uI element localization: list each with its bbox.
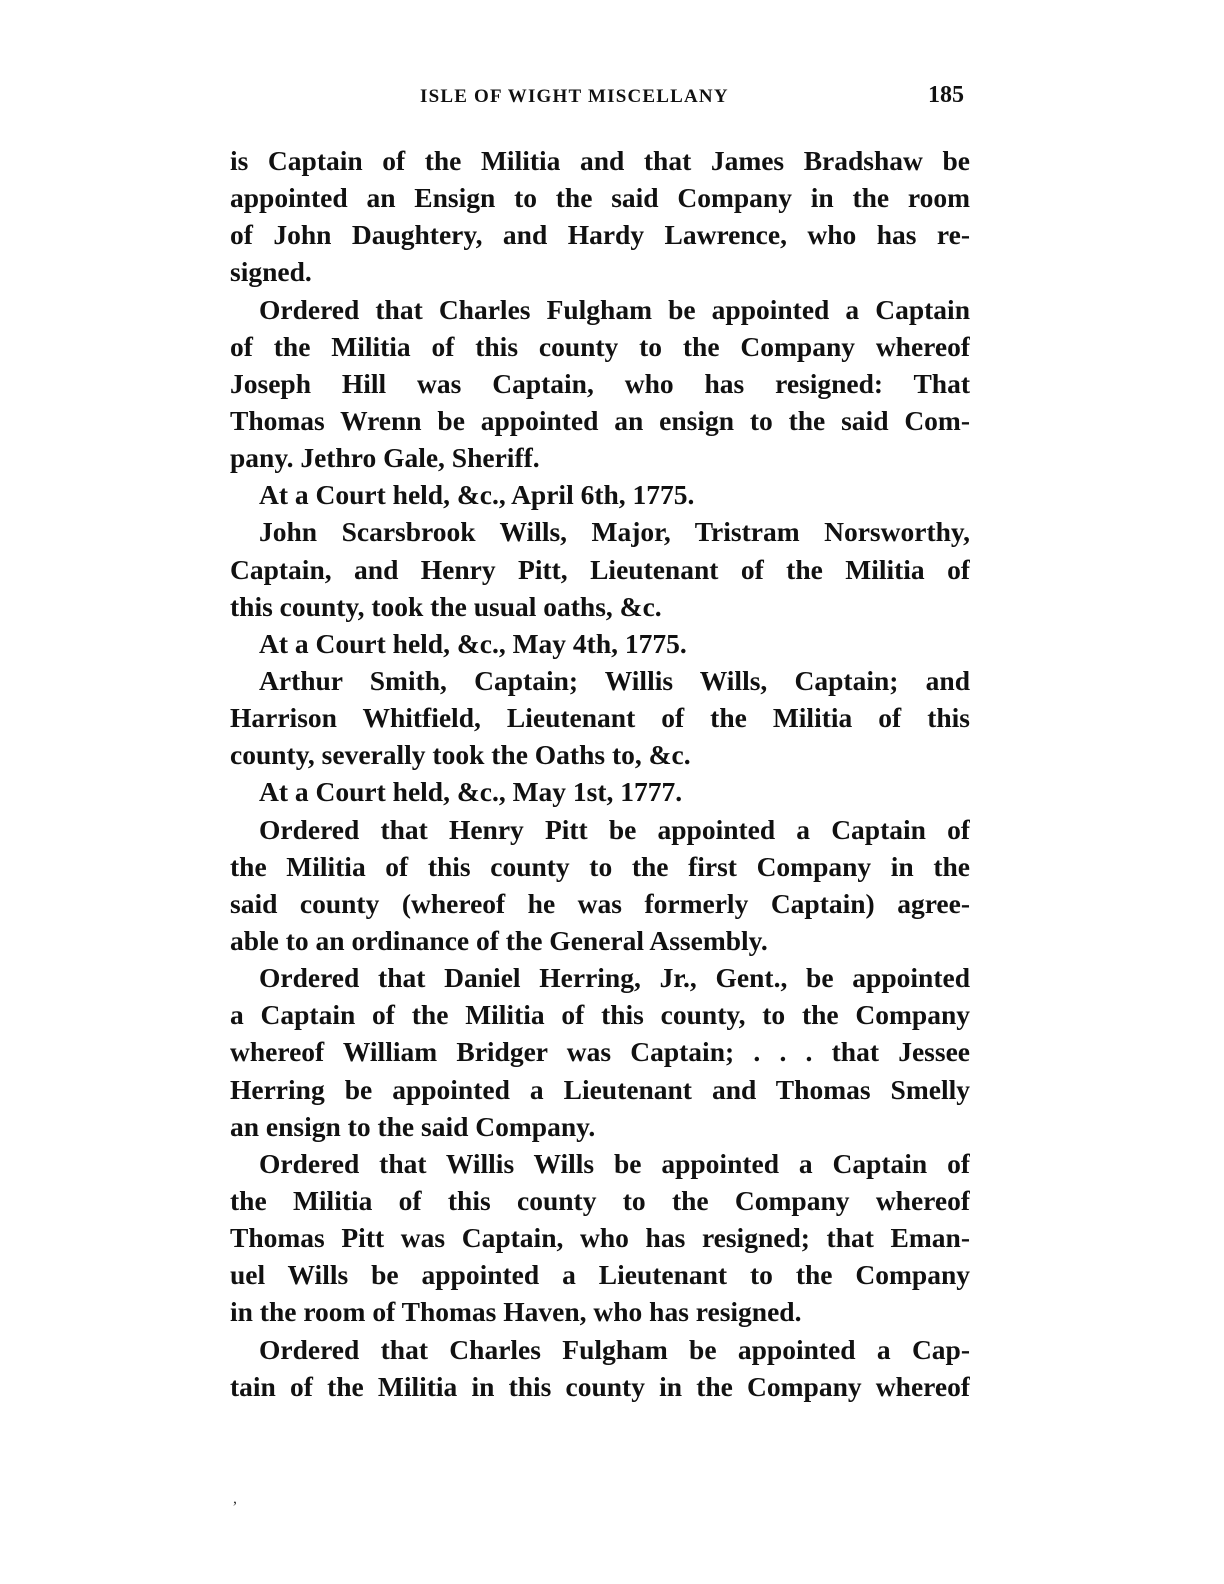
text-line: tain of the Militia in this county in the Company whereof [230,1370,970,1402]
text-line: the Militia of this county to the Company whereof [230,1184,970,1216]
running-title: ISLE OF WIGHT MISCELLANY [420,86,729,107]
text-line: is Captain of the Militia and that James Bradshaw be [230,145,970,176]
text-line: Ordered that Charles Fulgham be appointed a Captain [259,293,970,325]
text-line: able to an ordinance of the General Assembly. [230,924,768,956]
text-line: Arthur Smith, Captain; Willis Wills, Captain; and [259,664,970,696]
text-line: Captain, and Henry Pitt, Lieutenant of the Militia of [230,553,970,585]
text-line: Herring be appointed a Lieutenant and Thomas Smelly [230,1073,970,1105]
text-line: this county, took the usual oaths, &c. [230,590,662,622]
text-line: county, severally took the Oaths to, &c. [230,739,691,771]
text-line: appointed an Ensign to the said Company in the room [230,182,970,214]
text-line: an ensign to the said Company. [230,1110,596,1142]
text-line: John Scarsbrook Wills, Major, Tristram Norsworthy, [259,516,970,548]
text-line: Thomas Pitt was Captain, who has resigned; that Eman- [230,1222,970,1254]
text-line: of the Militia of this county to the Company whereof [230,330,970,362]
text-line: whereof William Bridger was Captain; . . . that Jessee [230,1036,970,1068]
text-line: Ordered that Henry Pitt be appointed a Captain of [259,813,970,845]
text-line: At a Court held, &c., May 4th, 1775. [259,627,687,659]
text-line: of John Daughtery, and Hardy Lawrence, who has re- [230,219,970,251]
page-number: 185 [928,82,964,108]
stray-mark: , [233,1490,237,1507]
text-line: Ordered that Willis Wills be appointed a Captain of [259,1147,970,1179]
text-line: Thomas Wrenn be appointed an ensign to the said Com- [230,404,970,436]
body-text [230,142,970,1405]
text-line: in the room of Thomas Haven, who has resigned. [230,1296,802,1328]
text-line: Ordered that Daniel Herring, Jr., Gent., be appointed [259,962,970,994]
text-line: said county (whereof he was formerly Captain) agree- [230,887,970,919]
text-line: uel Wills be appointed a Lieutenant to the Company [230,1259,970,1291]
text-line: Harrison Whitfield, Lieutenant of the Militia of this [230,702,970,734]
running-head [230,82,968,116]
text-line: the Militia of this county to the first Company in the [230,850,970,882]
text-line: At a Court held, &c., April 6th, 1775. [259,479,695,511]
text-line: pany. Jethro Gale, Sheriff. [230,442,540,474]
text-line: At a Court held, &c., May 1st, 1777. [259,776,683,808]
text-line: Joseph Hill was Captain, who has resigned: That [230,367,970,399]
text-line: a Captain of the Militia of this county, to the Company [230,999,970,1031]
text-line: Ordered that Charles Fulgham be appointed a Cap- [259,1333,970,1365]
text-line: signed. [230,256,312,288]
